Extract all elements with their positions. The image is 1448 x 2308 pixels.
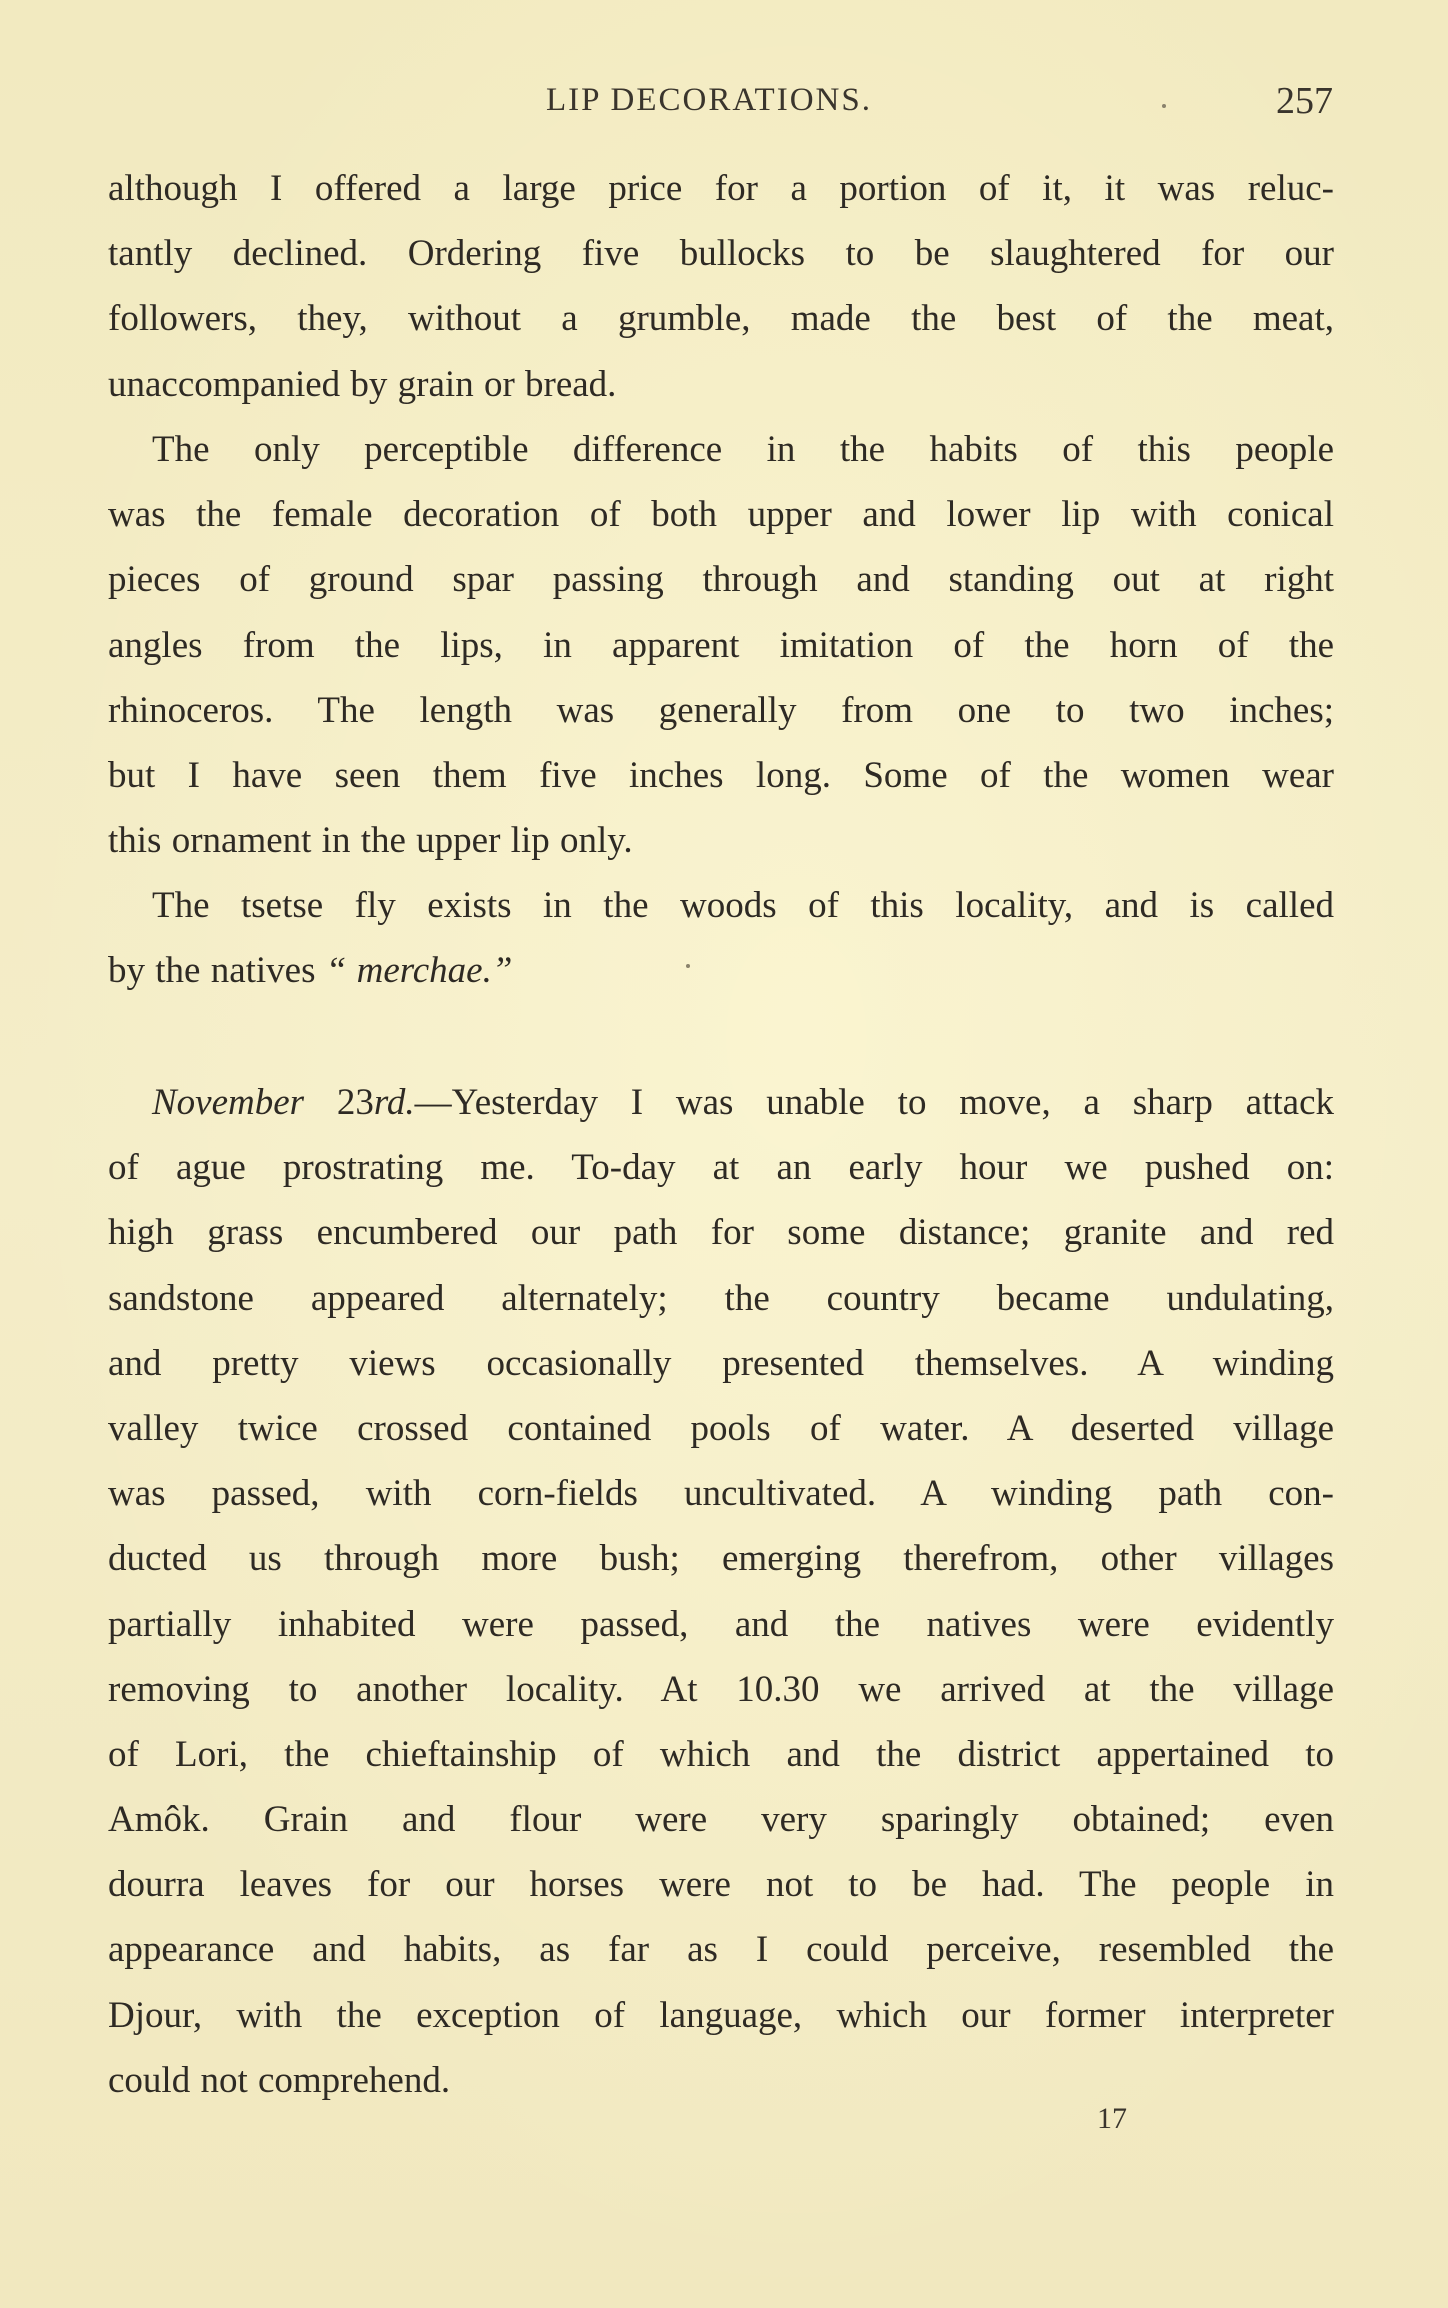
paragraph-4 [108,1070,1334,2113]
entry-date-day: 23 [304,1082,374,1123]
running-head [0,82,1448,132]
text-line: The only perceptible difference in the habits of this people [152,429,1334,470]
paragraph-1 [108,156,1334,417]
text-line: was the female decoration of both upper and lower lip with conical [108,494,1334,536]
running-title: LIP DECORATIONS. [546,82,872,118]
text-line: unaccompanied by grain or bread. [108,363,617,405]
text-line: tantly declined. Ordering five bullocks to be slaughtered for our [108,233,1334,275]
text-line: was passed, with corn-fields uncultivated. A winding path con- [108,1473,1334,1515]
speck [1162,104,1166,108]
text-line: appearance and habits, as far as I could perceive, resembled the [108,1929,1334,1971]
text-line: pieces of ground spar passing through and standing out at right [108,559,1334,601]
text-line: and pretty views occasionally presented themselves. A winding [108,1342,1334,1384]
text-line: The tsetse fly exists in the woods of this locality, and is called [152,885,1334,926]
entry-date-suffix: rd. [373,1082,415,1123]
text-line: ducted us through more bush; emerging therefrom, other villages [108,1538,1334,1580]
text-line: of ague prostrating me. To-day at an early hour we pushed on: [108,1147,1334,1189]
text-line: dourra leaves for our horses were not to be had. The people in [108,1864,1334,1906]
text-line: partially inhabited were passed, and the natives were evidently [108,1603,1334,1645]
text-line: could not comprehend. [108,2059,451,2101]
text-line [108,1070,1334,1135]
entry-date-month: November [152,1082,305,1123]
text-line [108,938,1334,1003]
italic-term: “ merchae.” [325,950,513,992]
paragraph-2 [108,417,1334,873]
text-line: angles from the lips, in apparent imitation of the horn of the [108,624,1334,666]
text-span: —Yesterday I was unable to move, a sharp attack [414,1082,1334,1123]
signature-mark: 17 [1097,2102,1127,2135]
text-line: Amôk. Grain and flour were very sparingly obtained; even [108,1799,1334,1841]
paragraph-3 [108,873,1334,1003]
text-line: but I have seen them five inches long. Some of the women wear [108,754,1334,796]
text-line: of Lori, the chieftainship of which and the district appertained to [108,1733,1334,1775]
text-line: followers, they, without a grumble, made the best of the meat, [108,298,1334,340]
text-line: high grass encumbered our path for some distance; granite and red [108,1212,1334,1254]
text-line: although I offered a large price for a portion of it, it was reluc- [108,168,1334,209]
text-line: valley twice crossed contained pools of water. A deserted village [108,1407,1334,1449]
text-line: sandstone appeared alternately; the country became undulating, [108,1277,1334,1319]
text-line: rhinoceros. The length was generally from one to two inches; [108,689,1334,731]
text-line: Djour, with the exception of language, which our former interpreter [108,1994,1334,2036]
text-line: this ornament in the upper lip only. [108,820,633,862]
page-number: 257 [1276,80,1333,122]
text-line: removing to another locality. At 10.30 we arrived at the village [108,1668,1334,1710]
text-span: by the natives [108,950,326,992]
